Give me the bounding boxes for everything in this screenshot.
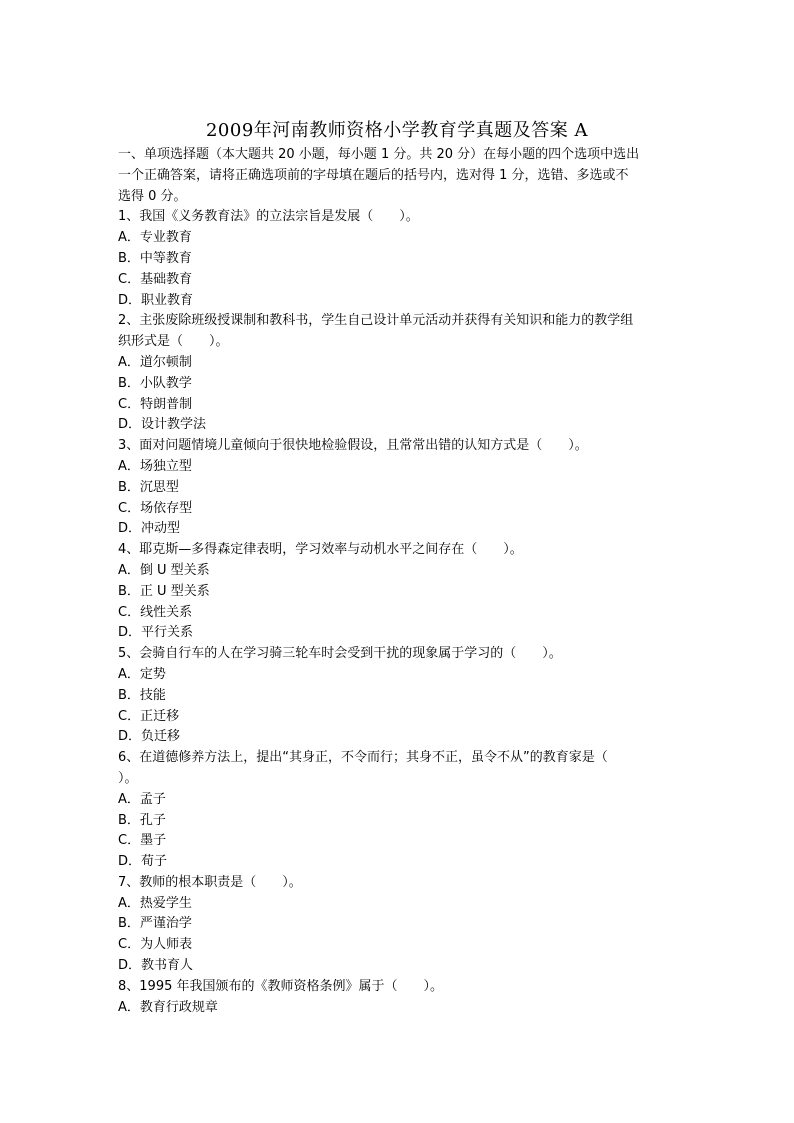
q2-option-d: D．设计教学法: [118, 417, 207, 433]
q5-option-b: B．技能: [118, 687, 166, 703]
q1-option-b: B．中等教育: [118, 250, 192, 266]
intro-line-1: 一、单项选择题（本大题共 20 小题，每小题 1 分。共 20 分）在每小题的四个选项中选出: [118, 147, 640, 162]
question-5: 5、会骑自行车的人在学习骑三轮车时会受到干扰的现象属于学习的（ ）。: [118, 646, 562, 662]
q6-option-a: A．孟子: [118, 791, 166, 807]
intro-line-2: 一个正确答案，请将正确选项前的字母填在题后的括号内，选对得 1 分，选错、多选或不: [118, 167, 629, 183]
q2-option-c: C．特朗普制: [118, 396, 193, 412]
question-6-line-1: 6、在道德修养方法上，提出“其身正，不令而行；其身不正，虽令不从”的教育家是（: [118, 750, 608, 766]
intro-line-3: 选得 0 分。: [118, 188, 187, 204]
q2-option-a: A．道尔顿制: [118, 354, 192, 370]
question-3: 3、面对问题情境儿童倾向于很快地检验假设，且常常出错的认知方式是（ ）。: [118, 438, 588, 454]
question-8: 8、1995 年我国颁布的《教师资格条例》属于（ ）。: [118, 978, 443, 994]
q1-option-c: C．基础教育: [118, 271, 193, 287]
q6-option-d: D．荀子: [118, 854, 168, 870]
q4-option-b: B．正 U 型关系: [118, 583, 210, 599]
q6-option-c: C．墨子: [118, 833, 167, 849]
question-7: 7、教师的根本职责是（ ）。: [118, 874, 302, 890]
q4-option-a: A．倒 U 型关系: [118, 562, 210, 578]
q3-option-a: A．场独立型: [118, 458, 192, 474]
question-2-line-1: 2、主张废除班级授课制和教科书，学生自己设计单元活动并获得有关知识和能力的教学组: [118, 313, 634, 329]
question-6-line-2: ）。: [118, 770, 138, 786]
q5-option-a: A．定势: [118, 666, 166, 682]
document-title: 2009年河南教师资格小学教育学真题及答案 A: [205, 120, 589, 141]
document-body: [118, 145, 678, 1018]
question-4: 4、耶克斯—多得森定律表明，学习效率与动机水平之间存在（ ）。: [118, 542, 523, 558]
question-1: 1、我国《义务教育法》的立法宗旨是发展（ ）。: [118, 209, 419, 225]
q5-option-c: C．正迁移: [118, 708, 180, 724]
q3-option-b: B．沉思型: [118, 479, 179, 495]
q5-option-d: D．负迁移: [118, 729, 181, 745]
q7-option-a: A．热爱学生: [118, 895, 192, 911]
q7-option-d: D．教书育人: [118, 958, 194, 974]
q1-option-a: A．专业教育: [118, 230, 192, 246]
q7-option-c: C．为人师表: [118, 937, 193, 953]
q7-option-b: B．严谨治学: [118, 916, 192, 932]
q4-option-d: D．平行关系: [118, 625, 194, 641]
q3-option-d: D．冲动型: [118, 521, 181, 537]
question-2-line-2: 织形式是（ ）。: [118, 334, 229, 350]
q1-option-d: D．职业教育: [118, 292, 194, 308]
q6-option-b: B．孔子: [118, 812, 166, 828]
q8-option-a: A．教育行政规章: [118, 999, 218, 1015]
q2-option-b: B．小队教学: [118, 375, 192, 391]
q4-option-c: C．线性关系: [118, 604, 193, 620]
q3-option-c: C．场依存型: [118, 500, 193, 516]
